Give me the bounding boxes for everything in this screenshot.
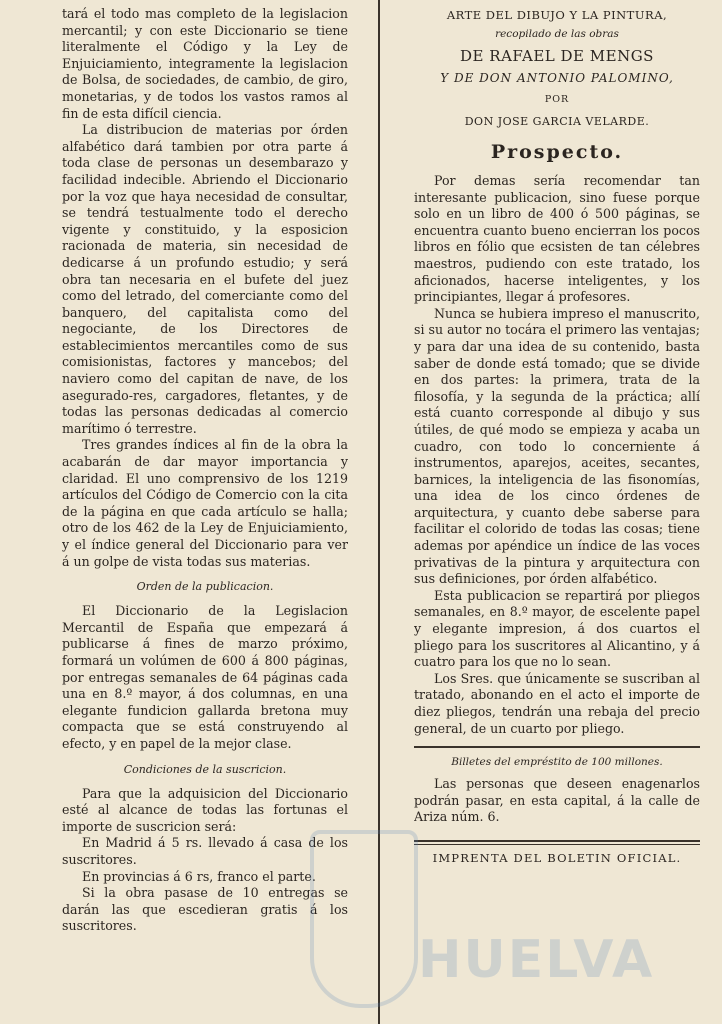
- watermark-text: HUELVA: [418, 930, 655, 990]
- article-author-mengs: DE RAFAEL DE MENGS: [460, 47, 654, 65]
- article-author-palomino: Y DE DON ANTONIO PALOMINO,: [440, 71, 674, 85]
- article-compiler: DON JOSE GARCIA VELARDE.: [464, 115, 650, 128]
- paragraph-r2: Nunca se hubiera impreso el manuscrito, si su autor no tocára el primero las ventajas; y para dar una idea de su contenido, basta saber de donde está tomado; que se divide en dos partes: la primera, trata de la filosofía, y la segunda de la práctica; allí está cuanto corresponde al dibujo y sus útiles, de qué modo se empieza y acaba un cuadro, con todo lo concerniente á instrumentos, aparejos, aceites, secantes, barnices, la inteligencia de las fisonomías, una idea de los cinco órdenes de arquitectura, y cuanto debe saberse para facilitar el colorido de todas las cosas; tiene ademas por apéndice un índice de las voces privativas de la pintura y arquitectura con sus definiciones, por órden alfabético.: [414, 305, 700, 587]
- paragraph-condiciones-3: En provincias á 6 rs, franco el parte.: [82, 868, 316, 884]
- paragraph-condiciones-1: Para que la adquisicion del Diccionario esté al alcance de todas las fortunas el importe de suscricion será:: [62, 785, 348, 834]
- paragraph-l3: Tres grandes índices al fin de la obra la acabarán de dar mayor importancia y claridad. El uno comprensivo de los 1219 artículos del Código de Comercio con la cita de la página en que cada artículo se halla; otro de los 462 de la Ley de Enjuiciamiento, y el índice general del Diccionario para ver á un golpe de vista todas sus materias.: [62, 437, 348, 569]
- library-watermark: [300, 830, 655, 1010]
- paragraph-condiciones-2: En Madrid á 5 rs. llevado á casa de los suscritores.: [62, 835, 348, 867]
- article-title: ARTE DEL DIBUJO Y LA PINTURA,: [446, 8, 668, 22]
- right-column: [414, 6, 700, 865]
- paragraph-r4: Los Sres. que únicamente se suscriban al tratado, abonando en el acto el importe de diez pliegos, tendrán una rebaja del precio general, de un cuarto por pliego.: [414, 670, 700, 736]
- section-heading-publicacion: Orden de la publicacion.: [136, 580, 274, 594]
- article-por: POR: [544, 94, 570, 105]
- prospecto-heading: Prospecto.: [490, 141, 624, 163]
- paragraph-r1: Por demas sería recomendar tan interesante publicacion, sino fuese porque solo en un libro de 400 ó 500 páginas, se encuentra cuanto bueno encierran los pocos libros en fólio que ecsisten de tan célebres maestros, pudiendo con este tratado, los aficionados, hacerse inteligentes, y los principiantes, llegar á profesores.: [414, 173, 700, 305]
- section-heading-condiciones: Condiciones de la suscricion.: [123, 762, 287, 776]
- paragraph-billetes: Las personas que deseen enagenarlos podrán pasar, en esta capital, á la calle de Ariza núm. 6.: [414, 776, 700, 825]
- imprenta-footer: IMPRENTA DEL BOLETIN OFICIAL.: [432, 850, 682, 865]
- left-column: [62, 6, 348, 935]
- paragraph-l2: La distribucion de materias por órden alfabético dará tambien por otra parte á toda clase de personas un desembarazo y facilidad indecible. Abriendo el Diccionario por la voz que haya necesidad de consultar, se tendrá testualmente todo el derecho vigente y constituido, y la esposicion racionada de materia, sin necesidad de dedicarse á un profundo estudio; y será obra tan necesaria en el bufete del juez como del letrado, del comerciante como del banquero, del capitalista como del negociante, de los Directores de establecimientos mercantiles como de sus comisionistas, factores y mancebos; del naviero como del capitan de nave, de los asegurado-res, cargadores, fletantes, y de todas las personas dedicadas al comercio marítimo ó terrestre.: [62, 122, 348, 436]
- coat-of-arms-icon: [310, 830, 418, 1008]
- section-rule: [414, 746, 700, 748]
- article-subtitle: recopilado de las obras: [495, 28, 619, 40]
- paragraph-publicacion: El Diccionario de la Legislacion Mercantil de España que empezará á publicarse á fines de marzo próximo, formará un volúmen de 600 á 800 páginas, por entregas semanales de 64 páginas cada una en 8.º mayor, á dos columnas, en una elegante fundicion gallarda bretona muy compacta que se está construyendo al efecto, y en papel de la mejor clase.: [62, 603, 348, 751]
- paragraph-r3: Esta publicacion se repartirá por pliegos semanales, en 8.º mayor, de escelente papel y elegante impresion, á dos cuartos el pliego para los suscritores al Alicantino, y á cuatro para los que no lo sean.: [414, 587, 700, 670]
- billetes-heading: Billetes del empréstito de 100 millones.: [451, 756, 663, 769]
- paragraph-condiciones-4: Si la obra pasase de 10 entregas se darán las que escedieran gratis á los suscritores.: [62, 885, 348, 934]
- paragraph-l1: tará el todo mas completo de la legislacion mercantil; y con este Diccionario se tiene literalmente el Código y la Ley de Enjuiciamiento, integramente la legislacion de Bolsa, de sociedades, de cambio, de giro, monetarias, y de todos los vastos ramos al fin de esta difícil ciencia.: [62, 6, 348, 121]
